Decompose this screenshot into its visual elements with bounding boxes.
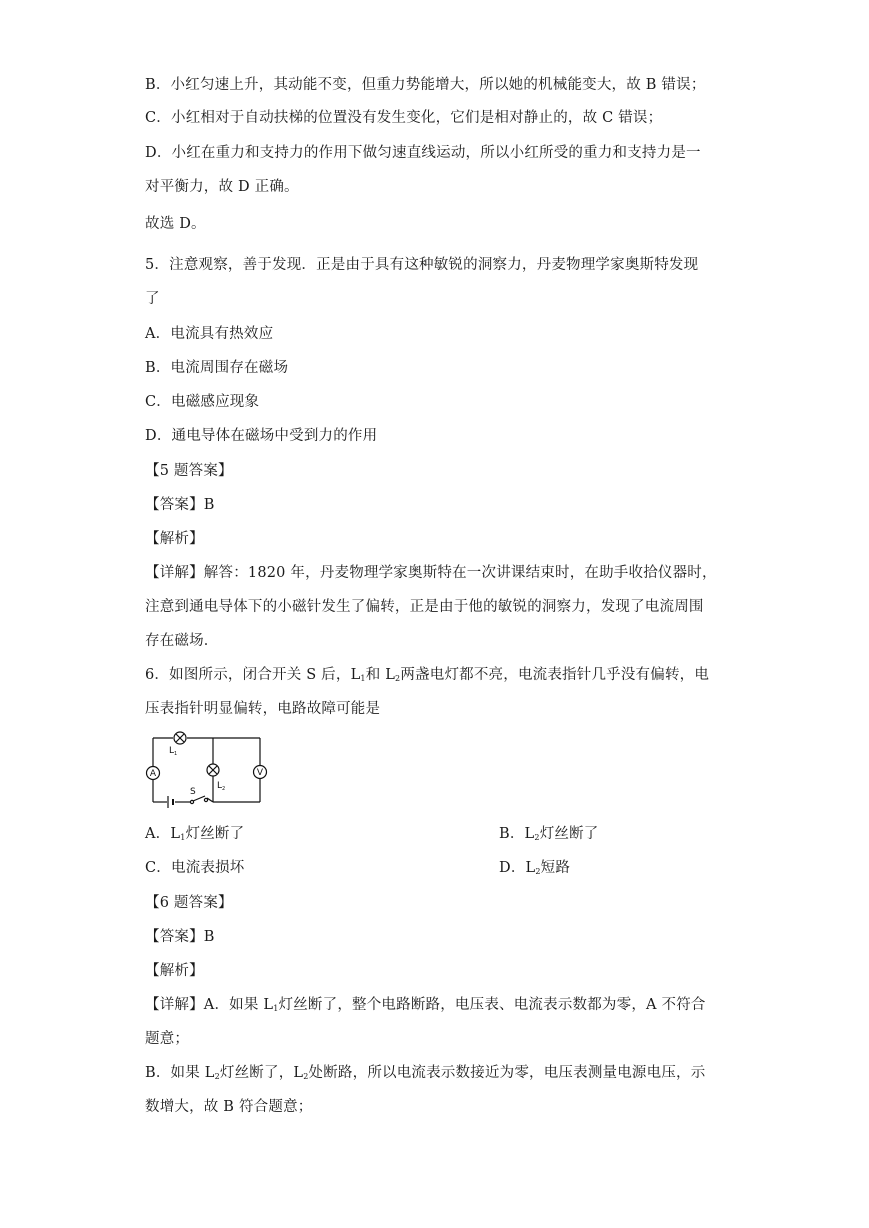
lamp-l1-icon — [174, 732, 186, 744]
q4-option-d-line1: D．小红在重力和支持力的作用下做匀速直线运动，所以小红所受的重力和支持力是一 — [145, 145, 701, 161]
q4-option-b: B．小红匀速上升，其动能不变，但重力势能增大，所以她的机械能变大，故 B 错误； — [145, 77, 706, 93]
q6-answer: 【答案】B — [145, 929, 215, 945]
q6-detail-a-line1: 【详解】A．如果 $L_1$灯丝断了，整个电路断路，电压表、电流表示数都为零，A 不符合 — [145, 997, 706, 1013]
q4-option-c: C．小红相对于自动扶梯的位置没有发生变化，它们是相对静止的，故 C 错误； — [145, 110, 663, 126]
q5-detail-line3: 存在磁场． — [145, 633, 219, 649]
q6-option-a: A．$L_1$灯丝断了 — [145, 826, 245, 842]
q6-analysis-header: 【解析】 — [145, 963, 204, 979]
lamp-l2-icon — [207, 764, 219, 776]
q5-answer-header: 【5 题答案】 — [145, 463, 233, 479]
q6-detail-b-line2: 数增大，故 B 符合题意； — [145, 1099, 313, 1115]
q5-stem-line2: 了 — [145, 291, 160, 307]
q6-option-b: B．$L_2$灯丝断了 — [499, 826, 599, 842]
q5-option-c: C．电磁感应现象 — [145, 394, 260, 410]
lamp-l2-label: $L_2$ — [217, 781, 226, 792]
q5-stem-line1: 5．注意观察，善于发现．正是由于具有这种敏锐的洞察力，丹麦物理学家奥斯特发现 — [145, 257, 699, 273]
switch-icon — [190, 796, 207, 804]
q6-stem-line2: 压表指针明显偏转，电路故障可能是 — [145, 701, 381, 717]
q4-conclusion: 故选 D。 — [145, 216, 206, 232]
lamp-l1-label: $L_1$ — [169, 746, 178, 757]
q5-option-b: B．电流周围存在磁场 — [145, 360, 289, 376]
q5-answer: 【答案】B — [145, 497, 215, 513]
q6-answer-header: 【6 题答案】 — [145, 895, 233, 911]
q5-detail-line1: 【详解】解答：1820 年，丹麦物理学家奥斯特在一次讲课结束时，在助手收拾仪器时， — [145, 565, 717, 581]
q6-option-d: D．$L_2$短路 — [499, 860, 571, 876]
ammeter-label: A — [149, 769, 157, 779]
q5-option-a: A．电流具有热效应 — [145, 326, 274, 342]
q6-detail-a-line2: 题意； — [145, 1031, 190, 1047]
q6-stem-line1: 6．如图所示，闭合开关 S 后，$L_1$和 $L_2$两盏电灯都不亮，电流表指针几乎没有偏转，电 — [145, 667, 710, 683]
circuit-diagram — [145, 728, 270, 808]
q5-analysis-header: 【解析】 — [145, 531, 204, 547]
q5-option-d: D．通电导体在磁场中受到力的作用 — [145, 428, 378, 444]
voltmeter-label: V — [256, 768, 264, 778]
q6-option-c: C．电流表损坏 — [145, 860, 245, 876]
q4-option-d-line2: 对平衡力，故 D 正确。 — [145, 179, 299, 195]
q6-detail-b-line1: B．如果 $L_2$灯丝断了，$L_2$处断路，所以电流表示数接近为零，电压表测量电源电压，示 — [145, 1065, 706, 1081]
battery-icon — [168, 796, 173, 808]
switch-label: S — [190, 787, 196, 797]
q5-detail-line2: 注意到通电导体下的小磁针发生了偏转，正是由于他的敏锐的洞察力，发现了电流周围 — [145, 599, 704, 615]
